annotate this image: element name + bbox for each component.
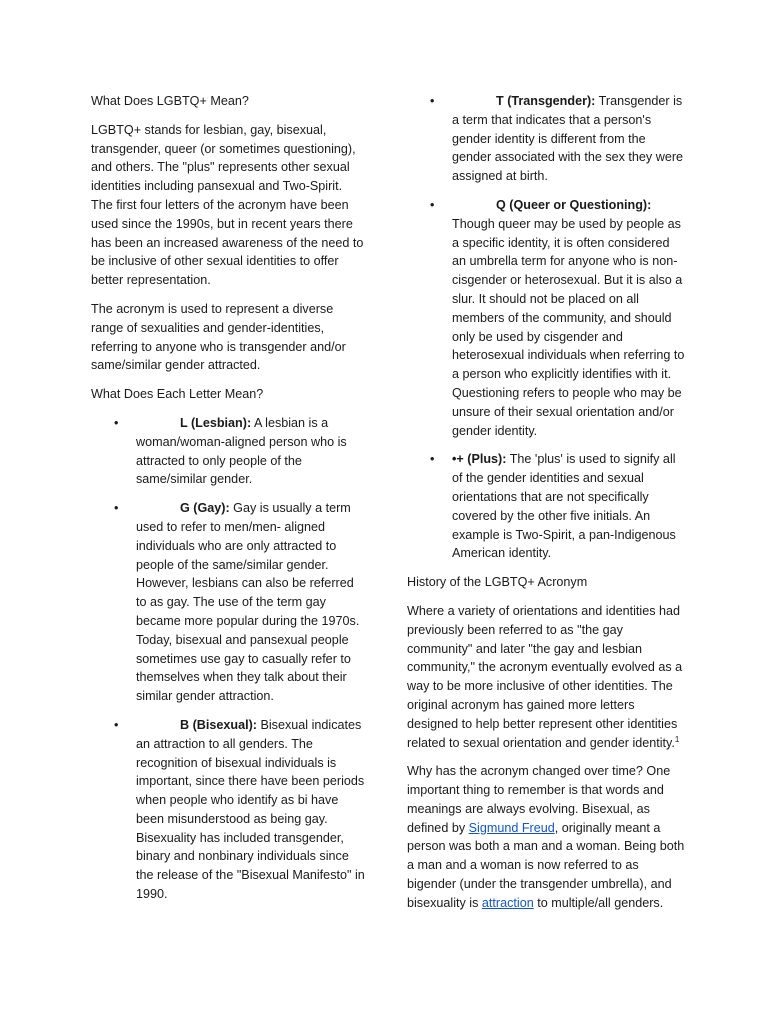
list-item-queer (407, 196, 685, 440)
term-description: Though queer may be used by people as a specific identity, it is often considered an umbrella term for anyone who is non-cisgender or heterosexual. But it is also a slur. It should not be placed on all members of the community, and should only be used by cisgender and heterosexual individuals when referring to a person who explicitly identifies with it. Questioning refers to people who may be unsure of their sexual orientation and/or gender identity. (452, 216, 685, 438)
list-item-bisexual (91, 716, 367, 904)
change-text-end: to multiple/all genders. (533, 895, 664, 910)
link-attraction[interactable]: attraction (481, 895, 534, 910)
heading-each-letter: What Does Each Letter Mean? (91, 387, 264, 402)
letter-list-left (91, 414, 367, 904)
term-description: Gay is usually a term used to refer to men/men- aligned individuals who are only attracted to people of the same/similar gender. However, lesbians can also be referred to as gay. The use of the term gay became more popular during the 1970s. Today, bisexual and pansexual people sometimes use gay to casually refer to themselves when they talk about their similar gender attraction. (136, 501, 360, 704)
paragraph-acronym-history (407, 602, 685, 752)
term-label: L (Lesbian): (180, 415, 252, 430)
bullet-icon: • (114, 501, 119, 516)
term-description: A lesbian is a woman/woman-aligned person who is attracted to only people of the same/similar gender. (136, 415, 347, 487)
term-description: The 'plus' is used to signify all of the gender identities and sexual orientations that are not specifically covered by the other five initials. An example is Two-Spirit, a pan-Indigenous American identity. (452, 452, 676, 561)
term-description: Transgender is a term that indicates that a person's gender identity is different from the gender associated with the sex they were assigned at birth. (452, 94, 684, 184)
list-item-plus (407, 450, 685, 563)
paragraph-acronym-usage: The acronym is used to represent a diverse range of sexualities and gender-identities, referring to anyone who is transgender and/or same/similar gender attracted. (91, 301, 346, 373)
link-sigmund-freud[interactable]: Sigmund Freud (468, 820, 555, 835)
term-label: T (Transgender): (496, 94, 596, 108)
history-text: Where a variety of orientations and identities had previously been referred to as "the gay community" and later "the gay and lesbian community," the acronym eventually evolved as a way to be more inclusive of other identities. The original acronym has gained more letters designed to help better represent other identities related to sexual orientation and gender identity. (407, 603, 683, 750)
right-column (407, 92, 685, 923)
heading-lgbtq-meaning: What Does LGBTQ+ Mean? (91, 94, 249, 108)
term-label: G (Gay): (180, 501, 230, 516)
list-item-lesbian (91, 414, 367, 489)
bullet-icon: • (114, 717, 119, 732)
change-text-start: Why has the acronym changed over time? One important thing to remember is that words and meanings are always evolving. Bisexual, as defined by (407, 764, 671, 835)
paragraph-lgbtq-definition: LGBTQ+ stands for lesbian, gay, bisexual, transgender, queer (or sometimes questioning), and others. The "plus" represents other sexual identities including pansexual and Two-Spirit. The first four letters of the acronym have been used since the 1990s, but in recent years there has been an increased awareness of the need to be inclusive of other sexual identities to offer better representation. (91, 122, 364, 288)
heading-acronym-history: History of the LGBTQ+ Acronym (407, 575, 588, 590)
change-text-middle: , originally meant a person was both a man and a woman. Being both a man and a woman is now referred to as bigender (under the transgender umbrella), and bisexuality is (407, 820, 685, 910)
bullet-icon: • (430, 452, 435, 467)
bullet-icon: • (114, 415, 119, 430)
bullet-icon: • (430, 94, 435, 108)
letter-list-right (407, 92, 685, 563)
left-column (91, 92, 367, 914)
list-item-gay (91, 499, 367, 706)
footnote-marker[interactable]: 1 (674, 734, 680, 744)
term-description: Bisexual indicates an attraction to all genders. The recognition of bisexual individuals is important, since there have been periods when people who identify as bi have been misunderstood as being gay. Bisexuality has included transgender, binary and nonbinary individuals since the release of the "Bisexual Manifesto" in 1990. (136, 717, 365, 902)
term-label: Q (Queer or Questioning): (496, 197, 652, 212)
term-label: •+ (Plus): (452, 452, 507, 467)
term-label: B (Bisexual): (180, 717, 257, 732)
bullet-icon: • (430, 197, 435, 212)
list-item-transgender (407, 92, 685, 186)
paragraph-acronym-change (407, 762, 685, 912)
